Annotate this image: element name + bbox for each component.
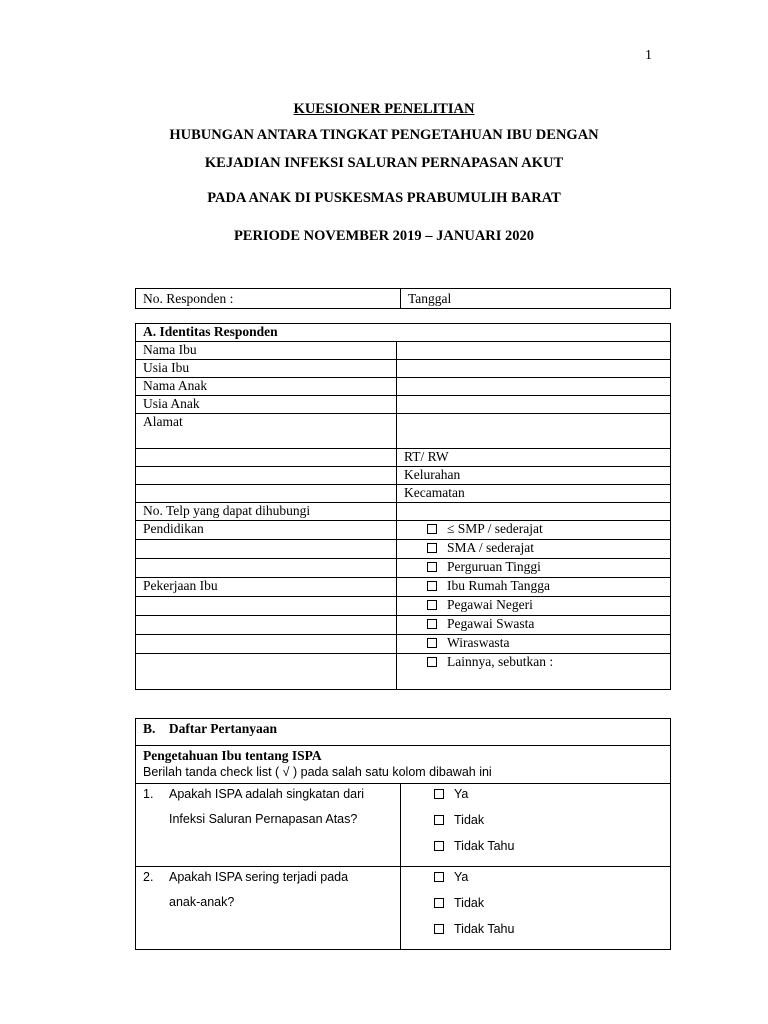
occupation-option-label: Wiraswasta — [447, 635, 510, 650]
knowledge-intro — [136, 746, 671, 784]
empty-cell — [136, 467, 397, 485]
empty-checkbox-icon[interactable] — [427, 562, 437, 572]
education-option[interactable] — [397, 521, 671, 540]
empty-checkbox-icon[interactable] — [434, 872, 444, 882]
occupation-option-label: Lainnya, sebutkan : — [447, 654, 554, 669]
heading-line-1: HUBUNGAN ANTARA TINGKAT PENGETAHUAN IBU DENGAN — [169, 127, 599, 143]
education-option-label: SMA / sederajat — [447, 540, 534, 555]
respondent-number-field[interactable]: No. Responden : — [136, 289, 401, 309]
answer-option[interactable] — [408, 786, 663, 812]
empty-checkbox-icon[interactable] — [427, 638, 437, 648]
empty-checkbox-icon[interactable] — [427, 543, 437, 553]
occupation-option-label: Pegawai Negeri — [447, 597, 533, 612]
heading-line-3: PADA ANAK DI PUSKESMAS PRABUMULIH BARAT — [207, 190, 561, 206]
respondent-table — [135, 288, 671, 309]
kelurahan-field[interactable]: Kelurahan — [397, 467, 671, 485]
child-name-label: Nama Anak — [136, 378, 397, 396]
question-2-line-1 — [143, 869, 393, 894]
occupation-option[interactable] — [397, 597, 671, 616]
answer-label: Tidak — [454, 896, 485, 910]
section-b-title: B. Daftar Pertanyaan — [136, 719, 671, 746]
empty-checkbox-icon[interactable] — [434, 924, 444, 934]
answer-label: Ya — [454, 870, 469, 884]
question-text: anak-anak? — [169, 895, 235, 909]
empty-checkbox-icon[interactable] — [427, 581, 437, 591]
education-option[interactable] — [397, 559, 671, 578]
mother-name-label: Nama Ibu — [136, 342, 397, 360]
occupation-option-label: Ibu Rumah Tangga — [447, 578, 551, 593]
answer-label: Ya — [454, 787, 469, 801]
education-option-label: Perguruan Tinggi — [447, 559, 541, 574]
occupation-option[interactable] — [397, 578, 671, 597]
occupation-option-label: Pegawai Swasta — [447, 616, 535, 631]
empty-checkbox-icon[interactable] — [434, 898, 444, 908]
empty-checkbox-icon[interactable] — [434, 815, 444, 825]
question-2-line-2 — [143, 894, 393, 919]
empty-cell — [136, 654, 397, 690]
education-option-label: ≤ SMP / sederajat — [447, 521, 543, 536]
question-text: Apakah ISPA sering terjadi pada — [169, 870, 349, 884]
empty-cell — [136, 616, 397, 635]
child-name-field[interactable] — [397, 378, 671, 396]
mother-name-field[interactable] — [397, 342, 671, 360]
answer-label: Tidak Tahu — [454, 839, 515, 853]
section-b-subtitle: Pengetahuan Ibu tentang ISPA — [143, 748, 322, 763]
education-option[interactable] — [397, 540, 671, 559]
kecamatan-field[interactable]: Kecamatan — [397, 485, 671, 503]
question-2-options — [401, 867, 671, 950]
section-a-title: A. Identitas Responden — [136, 324, 671, 342]
empty-checkbox-icon[interactable] — [427, 600, 437, 610]
address-field[interactable] — [397, 414, 671, 449]
page-number: 1 — [645, 48, 652, 63]
mother-age-field[interactable] — [397, 360, 671, 378]
date-field[interactable]: Tanggal — [401, 289, 671, 309]
question-1 — [136, 784, 401, 867]
empty-checkbox-icon[interactable] — [434, 789, 444, 799]
answer-option[interactable] — [408, 895, 663, 921]
occupation-option[interactable] — [397, 654, 671, 690]
education-label: Pendidikan — [136, 521, 397, 540]
empty-cell — [136, 485, 397, 503]
document-title: KUESIONER PENELITIAN — [293, 101, 475, 117]
answer-label: Tidak Tahu — [454, 922, 515, 936]
heading-line-4: PERIODE NOVEMBER 2019 – JANUARI 2020 — [233, 228, 535, 244]
empty-cell — [136, 597, 397, 616]
empty-checkbox-icon[interactable] — [427, 619, 437, 629]
questions-table — [135, 718, 671, 950]
empty-checkbox-icon[interactable] — [434, 841, 444, 851]
answer-label: Tidak — [454, 813, 485, 827]
occupation-option[interactable] — [397, 635, 671, 654]
question-1-line-2 — [143, 811, 393, 836]
empty-checkbox-icon[interactable] — [427, 657, 437, 667]
phone-label: No. Telp yang dapat dihubungi — [136, 503, 397, 521]
occupation-option[interactable] — [397, 616, 671, 635]
empty-cell — [136, 449, 397, 467]
question-1-options — [401, 784, 671, 867]
occupation-label: Pekerjaan Ibu — [136, 578, 397, 597]
question-1-line-1 — [143, 786, 393, 811]
child-age-field[interactable] — [397, 396, 671, 414]
answer-option[interactable] — [408, 838, 663, 864]
empty-cell — [136, 635, 397, 654]
answer-option[interactable] — [408, 921, 663, 947]
question-number: 1. — [143, 787, 154, 801]
mother-age-label: Usia Ibu — [136, 360, 397, 378]
answer-option[interactable] — [408, 869, 663, 895]
heading-line-2: KEJADIAN INFEKSI SALURAN PERNAPASAN AKUT — [204, 155, 564, 171]
empty-cell — [136, 559, 397, 578]
question-number: 2. — [143, 870, 154, 884]
empty-checkbox-icon[interactable] — [427, 524, 437, 534]
question-text: Apakah ISPA adalah singkatan dari — [169, 787, 365, 801]
answer-option[interactable] — [408, 812, 663, 838]
address-label: Alamat — [136, 414, 397, 449]
identity-table — [135, 323, 671, 690]
question-text: Infeksi Saluran Pernapasan Atas? — [169, 812, 358, 826]
child-age-label: Usia Anak — [136, 396, 397, 414]
instruction-text: Berilah tanda check list ( √ ) pada salah satu kolom dibawah ini — [143, 765, 492, 779]
empty-cell — [136, 540, 397, 559]
rt-rw-field[interactable]: RT/ RW — [397, 449, 671, 467]
question-2 — [136, 867, 401, 950]
phone-field[interactable] — [397, 503, 671, 521]
